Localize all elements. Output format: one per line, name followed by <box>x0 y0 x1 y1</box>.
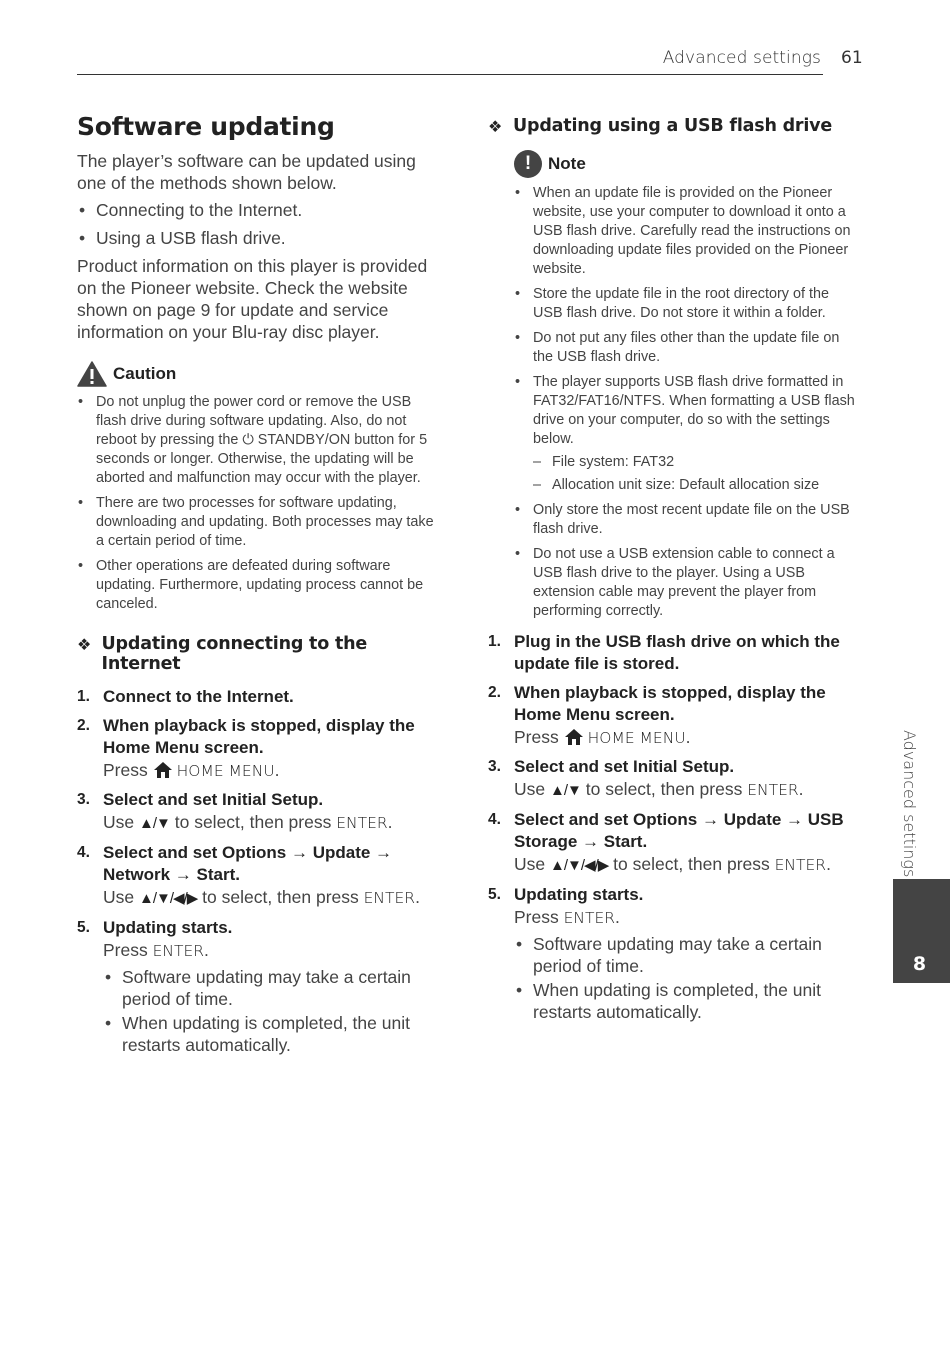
list-item: • Do not use a USB extension cable to connect a USB flash drive to the player. Using a USB extension cable may prevent the player from performing correctly. <box>514 545 860 621</box>
note-heading <box>514 150 860 178</box>
list-item: • Store the update file in the root directory of the USB flash drive. Do not store it within a folder. <box>514 285 860 323</box>
step-item: 5. Updating starts. Press ENTER. • Software updating may take a certain period of time. • When updating is completed, the unit restarts automatically. <box>77 917 442 1056</box>
caution-label: Caution <box>113 364 177 383</box>
list-item: • When updating is completed, the unit restarts automatically. <box>514 979 860 1023</box>
step-item: 3. Select and set Initial Setup. Use ▲/▼ to select, then press ENTER. <box>77 790 393 832</box>
usb-section-heading: ❖ Updating using a USB flash drive <box>488 116 833 136</box>
step-item: 1. Connect to the Internet. <box>77 687 294 706</box>
list-item: • Connecting to the Internet. <box>77 199 442 221</box>
list-item: • Software updating may take a certain period of time. <box>103 966 442 1010</box>
note-block <box>488 150 860 621</box>
caution-heading <box>77 361 442 387</box>
page-title: Software updating <box>77 112 335 141</box>
product-info-text: Product information on this player is provided on the Pioneer website. Check the website shown on page 9 for update and service information on your Blu-ray disc player. <box>77 256 428 342</box>
exclamation-circle-icon: ! <box>514 150 542 178</box>
chapter-number: 8 <box>912 953 927 975</box>
power-icon: ⏻ <box>242 432 254 448</box>
step-item: 5. Updating starts. Press ENTER. • Software updating may take a certain period of time. • When updating is completed, the unit restarts automatically. <box>488 884 860 1023</box>
note-label: Note <box>548 154 586 173</box>
list-item: • There are two processes for software updating, downloading and updating. Both processes may take a certain period of time. <box>77 494 442 551</box>
step-item: 2. When playback is stopped, display the Home Menu screen. Press HOME MENU. <box>77 716 415 780</box>
internet-section-heading: ❖ Updating connecting to the Internet <box>77 634 368 674</box>
list-item: • When updating is completed, the unit restarts automatically. <box>103 1012 442 1056</box>
intro-text: The player’s software can be updated using one of the methods shown below. <box>77 151 416 193</box>
internet-steps <box>77 686 442 1056</box>
list-item: – Allocation unit size: Default allocation size <box>533 476 860 495</box>
list-item: • When an update file is provided on the Pioneer website, use your computer to download it onto a USB flash drive. Carefully read the instructions on downloading update files provided on the Pioneer website. <box>514 184 860 279</box>
step-item: 1. Plug in the USB flash drive on which the update file is stored. <box>488 632 840 673</box>
four-diamond-icon: ❖ <box>77 635 92 654</box>
side-section-label: Advanced settings <box>900 730 919 878</box>
right-column <box>488 110 860 1030</box>
four-diamond-icon: ❖ <box>488 117 503 136</box>
page-number: 61 <box>841 48 863 68</box>
direction-arrows-icon: ▲/▼/◀/▶ <box>550 857 609 874</box>
up-down-arrows-icon: ▲/▼ <box>550 782 581 799</box>
list-item: • Using a USB flash drive. <box>77 227 442 249</box>
home-icon <box>564 728 584 746</box>
header-title: Advanced settings <box>662 48 821 68</box>
list-item: – File system: FAT32 <box>533 453 860 472</box>
step-item: 4. Select and set Options → Update → USB Storage → Start. Use ▲/▼/◀/▶ to select, then press ENTER. <box>488 810 844 874</box>
list-item: • Other operations are defeated during software updating. Furthermore, updating process cannot be canceled. <box>77 557 442 614</box>
home-icon <box>153 761 173 779</box>
usb-steps <box>488 631 860 1023</box>
caution-list <box>77 393 442 614</box>
list-item: • Software updating may take a certain period of time. <box>514 933 860 977</box>
up-down-arrows-icon: ▲/▼ <box>139 815 170 832</box>
step-item: 3. Select and set Initial Setup. Use ▲/▼ to select, then press ENTER. <box>488 757 804 799</box>
step-item: 2. When playback is stopped, display the Home Menu screen. Press HOME MENU. <box>488 683 826 747</box>
list-item: • Only store the most recent update file on the USB flash drive. <box>514 501 860 539</box>
step-item: 4. Select and set Options → Update → Network → Start. Use ▲/▼/◀/▶ to select, then press ENTER. <box>77 843 420 907</box>
list-item: • Do not unplug the power cord or remove the USB flash drive during software updating. Also, do not reboot by pressing the ⏻ STANDBY/ON button for 5 seconds or longer. Otherwise, the updating will be aborted and malfunction may occur with the player. <box>77 393 442 488</box>
methods-list <box>77 199 442 249</box>
left-column <box>77 110 442 1063</box>
list-item: • Do not put any files other than the update file on the USB flash drive. <box>514 329 860 367</box>
note-list <box>514 184 860 621</box>
chapter-tab <box>893 879 950 983</box>
list-item: • The player supports USB flash drive formatted in FAT32/FAT16/NTFS. When formatting a USB flash drive on your computer, do so with the settings below. – File system: FAT32 – Allocation unit size: Default allocation size <box>514 373 860 495</box>
direction-arrows-icon: ▲/▼/◀/▶ <box>139 890 198 907</box>
page-header <box>77 44 823 75</box>
warning-triangle-icon <box>77 361 107 387</box>
